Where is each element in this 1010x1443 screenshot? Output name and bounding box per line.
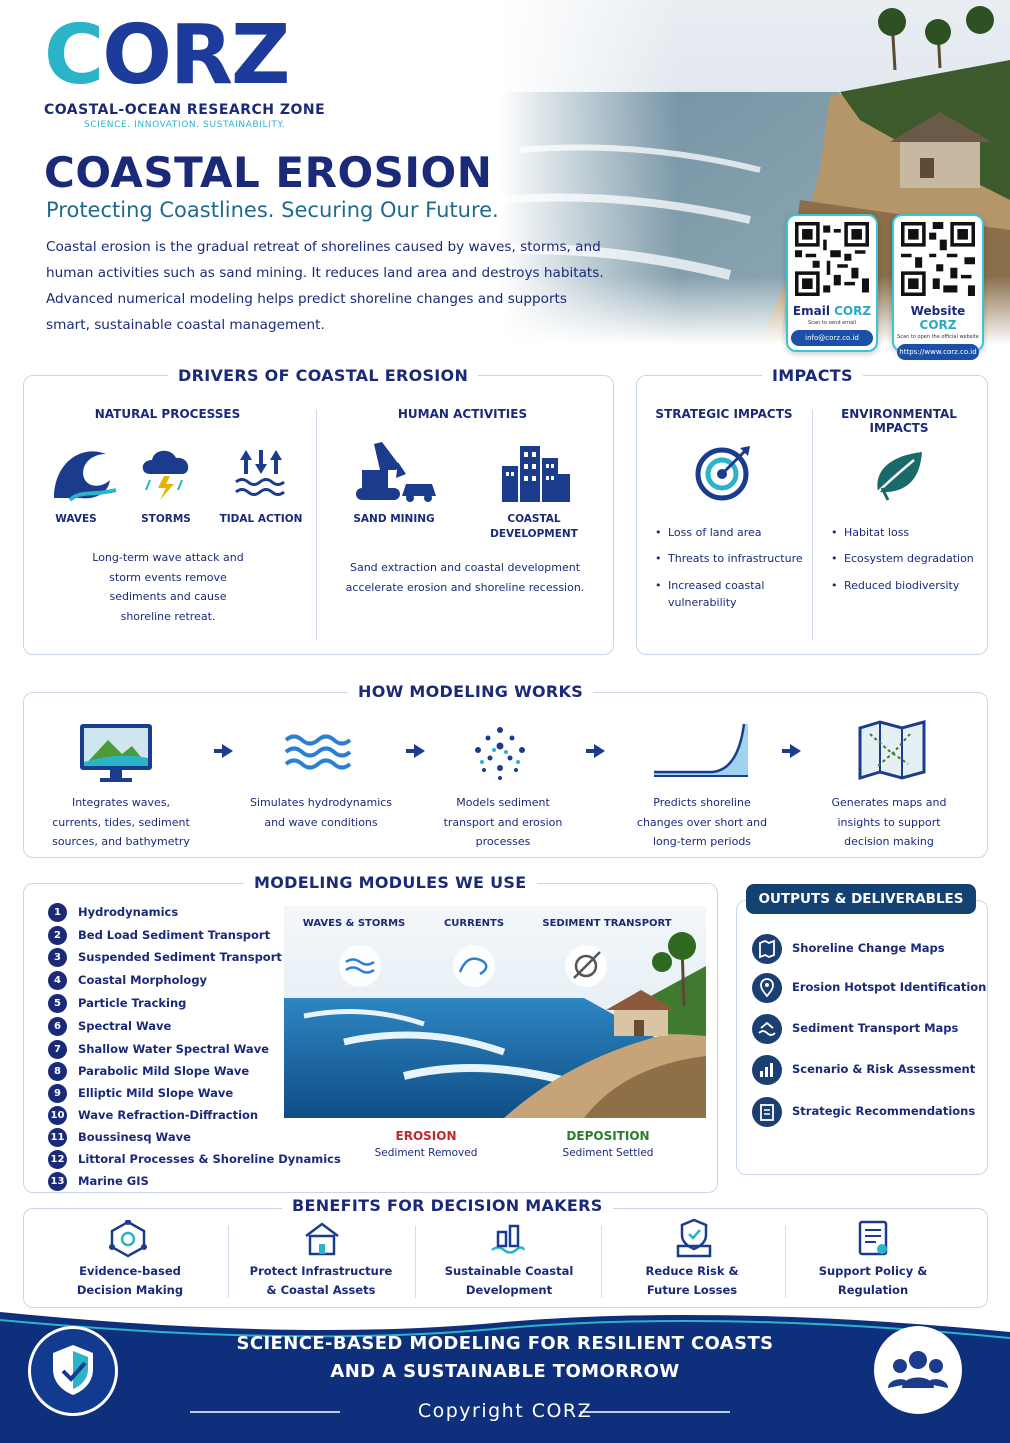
logo-name: COASTAL-OCEAN RESEARCH ZONE bbox=[44, 102, 326, 118]
benefit-label: Reduce Risk & Future Losses bbox=[645, 1264, 739, 1297]
leaf-icon bbox=[868, 444, 928, 502]
arrow-right-icon bbox=[414, 744, 425, 758]
benefit-label: Evidence-based Decision Making bbox=[76, 1264, 184, 1297]
website-qr-hint: Scan to open the official website bbox=[897, 334, 979, 340]
logo-tagline: SCIENCE. INNOVATION. SUSTAINABILITY. bbox=[84, 120, 286, 130]
benefit-divider bbox=[601, 1226, 602, 1298]
modeling-step: Integrates waves, currents, tides, sediment sources, and bathymetry bbox=[52, 796, 190, 848]
output-item-label: Erosion Hotspot Identification bbox=[792, 980, 987, 994]
map-icon bbox=[858, 720, 926, 780]
sand-mining-label: SAND MINING bbox=[353, 513, 435, 525]
email-link[interactable]: info@corz.co.id bbox=[791, 330, 873, 346]
computer-model-icon bbox=[78, 722, 154, 784]
logo-letters-orz: ORZ bbox=[102, 8, 289, 103]
output-item-label: Sediment Transport Maps bbox=[792, 1021, 959, 1035]
module-number-badge: 9 bbox=[48, 1084, 67, 1103]
drivers-title: DRIVERS OF COASTAL EROSION bbox=[168, 366, 478, 385]
shoreline-map-icon bbox=[752, 934, 782, 964]
module-label: Particle Tracking bbox=[78, 996, 187, 1010]
target-icon bbox=[694, 444, 754, 502]
module-number-badge: 8 bbox=[48, 1062, 67, 1081]
output-item-label: Strategic Recommendations bbox=[792, 1104, 976, 1118]
location-pin-icon bbox=[752, 973, 782, 1003]
website-qr-card[interactable] bbox=[892, 214, 984, 356]
module-label: Hydrodynamics bbox=[78, 905, 179, 919]
output-item-label: Shoreline Change Maps bbox=[792, 941, 945, 955]
risk-shield-icon bbox=[674, 1218, 714, 1258]
coastal-development-buildings-icon bbox=[498, 440, 572, 504]
illustration-label-waves-storms: WAVES & STORMS bbox=[302, 918, 406, 929]
module-number-badge: 4 bbox=[48, 971, 67, 990]
module-number-badge: 5 bbox=[48, 994, 67, 1013]
module-label: Wave Refraction-Diffraction bbox=[78, 1108, 259, 1122]
modeling-step: Models sediment transport and erosion processes bbox=[443, 796, 563, 848]
email-qr-title: Email CORZ bbox=[792, 304, 872, 318]
benefit-divider bbox=[415, 1226, 416, 1298]
benefit-divider bbox=[785, 1226, 786, 1298]
module-number-badge: 11 bbox=[48, 1128, 67, 1147]
modules-title: MODELING MODULES WE USE bbox=[244, 873, 537, 892]
module-number-badge: 12 bbox=[48, 1150, 67, 1169]
modeling-step: Simulates hydrodynamics and wave conditions bbox=[249, 796, 393, 829]
arrow-right-icon bbox=[222, 744, 233, 758]
deposition-label: DEPOSITION bbox=[566, 1129, 650, 1143]
email-qr-hint: Scan to send email bbox=[808, 320, 856, 326]
module-label: Shallow Water Spectral Wave bbox=[78, 1042, 269, 1056]
corz-logo bbox=[44, 8, 354, 130]
module-label: Bed Load Sediment Transport bbox=[78, 928, 271, 942]
risk-assessment-icon bbox=[752, 1055, 782, 1085]
sediment-transport-icon bbox=[752, 1014, 782, 1044]
modeling-step: Generates maps and insights to support decision making bbox=[831, 796, 947, 848]
module-label: Parabolic Mild Slope Wave bbox=[78, 1064, 250, 1078]
website-qr-title: Website CORZ bbox=[910, 304, 966, 332]
footer-slogan-line2: AND A SUSTAINABLE TOMORROW bbox=[330, 1361, 680, 1382]
tidal-action-icon bbox=[232, 446, 290, 500]
page-subtitle: Protecting Coastlines. Securing Our Future. bbox=[46, 198, 499, 222]
email-qr-card[interactable] bbox=[786, 214, 878, 352]
sustainable-development-icon bbox=[488, 1220, 528, 1258]
intro-paragraph: Coastal erosion is the gradual retreat of shorelines caused by waves, storms, and human activities such as sand mining. It reduces land area and destroys habitats. Advanced numerical modeling helps predict shoreline changes and supports smart, sustainable coastal management. bbox=[46, 239, 604, 333]
erosion-sublabel: Sediment Removed bbox=[374, 1147, 478, 1159]
copyright: Copyright CORZ bbox=[417, 1400, 593, 1422]
module-label: Coastal Morphology bbox=[78, 973, 208, 987]
module-label: Boussinesq Wave bbox=[78, 1130, 191, 1144]
benefit-label: Support Policy & Regulation bbox=[818, 1264, 928, 1297]
hero-section bbox=[0, 0, 1010, 356]
drivers-divider bbox=[316, 410, 317, 640]
benefit-label: Sustainable Coastal Development bbox=[444, 1264, 574, 1297]
module-number-badge: 2 bbox=[48, 926, 67, 945]
impacts-title: IMPACTS bbox=[762, 366, 863, 385]
module-label: Spectral Wave bbox=[78, 1019, 172, 1033]
strategic-impact-item: • Increased coastal vulnerability bbox=[668, 577, 778, 611]
module-number-badge: 6 bbox=[48, 1017, 67, 1036]
illustration-label-sediment-transport: SEDIMENT TRANSPORT bbox=[542, 918, 672, 929]
environmental-impact-item: • Ecosystem degradation bbox=[844, 550, 984, 567]
benefits-title: BENEFITS FOR DECISION MAKERS bbox=[282, 1196, 613, 1215]
environmental-impact-item: • Habitat loss bbox=[844, 524, 984, 541]
storms-label: STORMS bbox=[141, 513, 191, 525]
coastal-process-illustration bbox=[284, 906, 706, 1118]
outputs-title: OUTPUTS & DELIVERABLES bbox=[758, 891, 964, 907]
sand-mining-excavator-icon bbox=[352, 440, 438, 504]
website-qr-code[interactable] bbox=[901, 222, 975, 296]
illustration-label-currents: CURRENTS bbox=[443, 918, 505, 929]
evidence-network-icon bbox=[108, 1220, 148, 1258]
module-number-badge: 10 bbox=[48, 1106, 67, 1125]
modeling-step: Predicts shoreline changes over short and long-term periods bbox=[636, 796, 768, 848]
human-activities-heading: HUMAN ACTIVITIES bbox=[397, 407, 528, 421]
email-qr-code[interactable] bbox=[795, 222, 869, 296]
arrow-right-icon bbox=[790, 744, 801, 758]
modeling-title: HOW MODELING WORKS bbox=[348, 682, 593, 701]
module-label: Elliptic Mild Slope Wave bbox=[78, 1086, 234, 1100]
strategic-impact-item: • Loss of land area bbox=[668, 524, 808, 541]
strategic-impacts-heading: STRATEGIC IMPACTS bbox=[655, 407, 793, 421]
natural-processes-heading: NATURAL PROCESSES bbox=[94, 407, 241, 421]
benefit-label: Protect Infrastructure & Coastal Assets bbox=[249, 1264, 393, 1297]
shoreline-chart-icon bbox=[652, 720, 750, 778]
environmental-impacts-heading: ENVIRONMENTAL IMPACTS bbox=[841, 407, 957, 435]
module-number-badge: 1 bbox=[48, 903, 67, 922]
waves-icon bbox=[284, 732, 352, 772]
deposition-sublabel: Sediment Settled bbox=[562, 1147, 654, 1159]
website-link[interactable]: https://www.corz.co.id bbox=[897, 344, 979, 360]
human-activities-description: Sand extraction and coastal development accelerate erosion and shoreline recession. bbox=[345, 561, 585, 594]
module-number-badge: 13 bbox=[48, 1172, 67, 1191]
outputs-title-bar bbox=[746, 884, 976, 914]
logo-letter-c: C bbox=[44, 8, 103, 103]
coastal-development-label: COASTAL DEVELOPMENT bbox=[490, 513, 578, 540]
sediment-particles-icon bbox=[470, 724, 532, 782]
waves-label: WAVES bbox=[55, 513, 97, 525]
module-number-badge: 3 bbox=[48, 948, 67, 967]
tidal-action-label: TIDAL ACTION bbox=[219, 513, 303, 525]
impacts-divider bbox=[812, 410, 813, 640]
module-label: Littoral Processes & Shoreline Dynamics bbox=[78, 1152, 341, 1166]
module-label: Suspended Sediment Transport bbox=[78, 950, 282, 964]
environmental-impact-item: • Reduced biodiversity bbox=[844, 577, 984, 594]
page-title: COASTAL EROSION bbox=[44, 148, 493, 197]
module-label: Marine GIS bbox=[78, 1174, 149, 1188]
protected-building-icon bbox=[302, 1220, 342, 1258]
output-item-label: Scenario & Risk Assessment bbox=[792, 1062, 976, 1076]
benefit-divider bbox=[228, 1226, 229, 1298]
natural-processes-description: Long-term wave attack and storm events remove sediments and cause shoreline retreat. bbox=[92, 551, 244, 623]
recommendations-icon bbox=[752, 1097, 782, 1127]
logo-wordmark bbox=[44, 8, 354, 103]
footer-banner bbox=[0, 1312, 1010, 1443]
footer-slogan-line1: SCIENCE-BASED MODELING FOR RESILIENT COASTS bbox=[236, 1333, 774, 1354]
module-number-badge: 7 bbox=[48, 1040, 67, 1059]
erosion-label: EROSION bbox=[395, 1129, 457, 1143]
storm-cloud-icon bbox=[138, 444, 196, 502]
arrow-right-icon bbox=[594, 744, 605, 758]
policy-document-icon bbox=[854, 1218, 894, 1258]
strategic-impact-item: • Threats to infrastructure bbox=[668, 550, 808, 567]
waves-icon bbox=[50, 444, 120, 502]
